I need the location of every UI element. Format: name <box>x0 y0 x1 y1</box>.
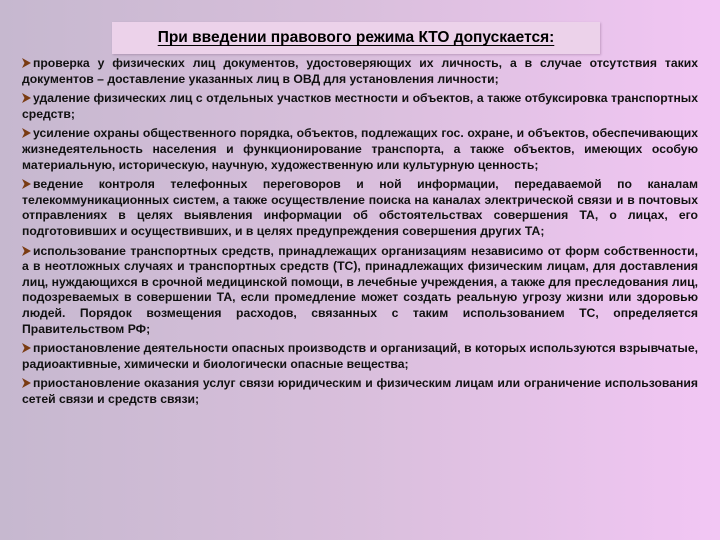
list-item-paragraph <box>22 126 698 173</box>
list-item <box>22 56 698 87</box>
arrow-bullet-icon <box>22 128 31 138</box>
list-item-paragraph <box>22 341 698 372</box>
list-item-paragraph <box>22 244 698 338</box>
slide-title: При введении правового режима КТО допускается: <box>157 29 555 46</box>
list-item <box>22 376 698 407</box>
arrow-bullet-icon <box>22 58 31 68</box>
list-item <box>22 91 698 122</box>
list-item-text: удаление физических лиц с отдельных участков местности и объектов, а также отбуксировка транспортных средств; <box>22 91 698 121</box>
list-item <box>22 341 698 372</box>
list-item-text: ведение контроля телефонных переговоров и ной информации, передаваемой по каналам телекоммуникационных систем, а также осуществление поиска на каналах электрической связи и в почтовых отправлениях в целях выявления информации об обстоятельствах совершения ТА, о лицах, его подготовивших и осуществивших, и в целях предупреждения совершения других ТА; <box>22 177 698 238</box>
list-item-text: проверка у физических лиц документов, удостоверяющих их личность, а в случае отсутствия таких документов – доставление указанных лиц в ОВД для установления личности; <box>22 56 698 86</box>
arrow-bullet-icon <box>22 246 31 256</box>
list-item-paragraph <box>22 177 698 239</box>
bullet-list <box>22 56 698 411</box>
list-item-text: приостановление оказания услуг связи юридическим и физическим лицам или ограничение использования сетей связи и средств связи; <box>22 376 698 406</box>
list-item-paragraph <box>22 91 698 122</box>
title-box <box>112 22 600 54</box>
arrow-bullet-icon <box>22 378 31 388</box>
list-item-paragraph <box>22 56 698 87</box>
list-item <box>22 177 698 239</box>
list-item-text: использование транспортных средств, принадлежащих организациям независимо от форм собственности, а в неотложных случаях и транспортных средств (ТС), принадлежащих физическим лицам, для доставления лиц, нуждающихся в срочной медицинской помощи, в лечебные учреждения, а также для преследования лиц, подозреваемых в совершении ТА, если промедление может создать реальную угрозу жизни или здоровью людей. Порядок возмещения расходов, связанных с таким использованием ТС, определяется Правительством РФ; <box>22 243 698 336</box>
list-item-paragraph <box>22 376 698 407</box>
list-item <box>22 244 698 338</box>
list-item <box>22 126 698 173</box>
arrow-bullet-icon <box>22 343 31 353</box>
list-item-text: приостановление деятельности опасных производств и организаций, в которых используются взрывчатые, радиоактивные, химически и биологически опасные вещества; <box>22 341 698 371</box>
list-item-text: усиление охраны общественного порядка, объектов, подлежащих гос. охране, и объектов, обеспечивающих жизнедеятельность населения и функционирование транспорта, а также объектов, имеющих особую материальную, историческую, научную, художественную или культурную ценность; <box>22 126 698 172</box>
arrow-bullet-icon <box>22 179 31 189</box>
arrow-bullet-icon <box>22 93 31 103</box>
